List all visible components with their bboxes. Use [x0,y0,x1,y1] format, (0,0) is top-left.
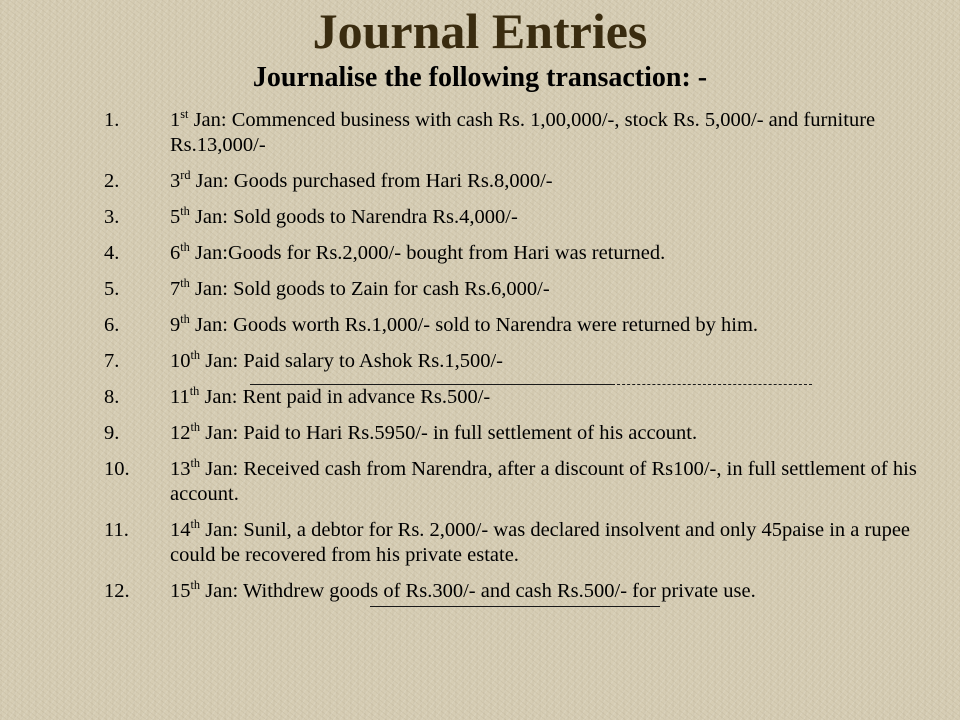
list-item [104,169,950,194]
item-day: 1 [170,109,181,131]
item-description: Jan: Commenced business with cash Rs. 1,00,000/-, stock Rs. 5,000/- and furniture Rs.13,000/- [170,109,876,156]
item-day: 11 [170,386,190,408]
item-number: 12. [104,580,130,602]
item-description: Jan: Paid salary to Ashok Rs.1,500/- [200,350,504,372]
item-description: Jan:Goods for Rs.2,000/- bought from Hari was returned. [189,242,666,264]
item-ordinal: st [180,107,189,122]
list-item [104,457,950,507]
item-number: 6. [104,314,120,336]
item-number: 8. [104,386,120,408]
list-item [104,349,950,374]
item-ordinal: th [189,384,200,399]
item-text [170,579,950,604]
list-item [104,518,950,568]
item-day: 7 [170,278,181,300]
item-ordinal: th [180,276,190,291]
slide-subtitle: Journalise the following transaction: - [252,62,708,93]
item-ordinal: th [190,578,201,593]
item-description: Jan: Rent paid in advance Rs.500/- [199,386,491,408]
list-item [104,108,950,158]
item-text [170,518,950,568]
item-description: Jan: Goods purchased from Hari Rs.8,000/- [190,170,553,192]
item-number: 10. [104,458,130,480]
item-day: 13 [170,458,191,480]
item-text [170,421,950,446]
strike-line [370,606,660,607]
item-description: Jan: Paid to Hari Rs.5950/- in full settlement of his account. [200,422,698,444]
item-number: 9. [104,422,120,444]
item-description: Jan: Withdrew goods of Rs.300/- and cash Rs.500/- for private use. [200,580,756,602]
transaction-list [104,108,950,615]
item-description: Jan: Sold goods to Narendra Rs.4,000/- [189,206,518,228]
item-ordinal: th [190,456,201,471]
item-description: Jan: Received cash from Narendra, after a discount of Rs100/-, in full settlement of his account. [170,458,917,505]
item-text [170,241,950,266]
item-number: 4. [104,242,120,264]
item-day: 3 [170,170,181,192]
list-item [104,277,950,302]
list-item [104,579,950,604]
item-number: 7. [104,350,120,372]
strike-dashed-line [612,384,812,385]
item-description: Jan: Sold goods to Zain for cash Rs.6,000/- [189,278,550,300]
item-ordinal: th [180,240,190,255]
item-day: 15 [170,580,191,602]
list-item [104,385,950,410]
item-day: 14 [170,519,191,541]
item-day: 12 [170,422,191,444]
item-number: 3. [104,206,120,228]
list-item [104,313,950,338]
item-day: 10 [170,350,191,372]
item-description: Jan: Sunil, a debtor for Rs. 2,000/- was declared insolvent and only 45paise in a rupee could be recovered from his private estate. [170,519,911,566]
item-text [170,277,950,302]
item-text [170,313,950,338]
list-item [104,205,950,230]
item-text [170,385,950,410]
item-day: 9 [170,314,181,336]
item-ordinal: th [180,312,190,327]
item-ordinal: th [180,204,190,219]
item-day: 5 [170,206,181,228]
list-item [104,421,950,446]
item-ordinal: th [190,348,201,363]
item-number: 2. [104,170,120,192]
item-number: 11. [104,519,129,541]
item-description: Jan: Goods worth Rs.1,000/- sold to Narendra were returned by him. [189,314,759,336]
item-text [170,205,950,230]
item-number: 1. [104,109,120,131]
item-ordinal: th [190,517,201,532]
item-number: 5. [104,278,120,300]
item-text [170,169,950,194]
item-text [170,457,950,507]
item-ordinal: th [190,420,201,435]
slide-title: Journal Entries [312,3,648,59]
item-text [170,108,950,158]
strike-line [250,384,612,385]
item-text [170,349,950,374]
list-item [104,241,950,266]
item-ordinal: rd [180,168,191,183]
item-day: 6 [170,242,181,264]
